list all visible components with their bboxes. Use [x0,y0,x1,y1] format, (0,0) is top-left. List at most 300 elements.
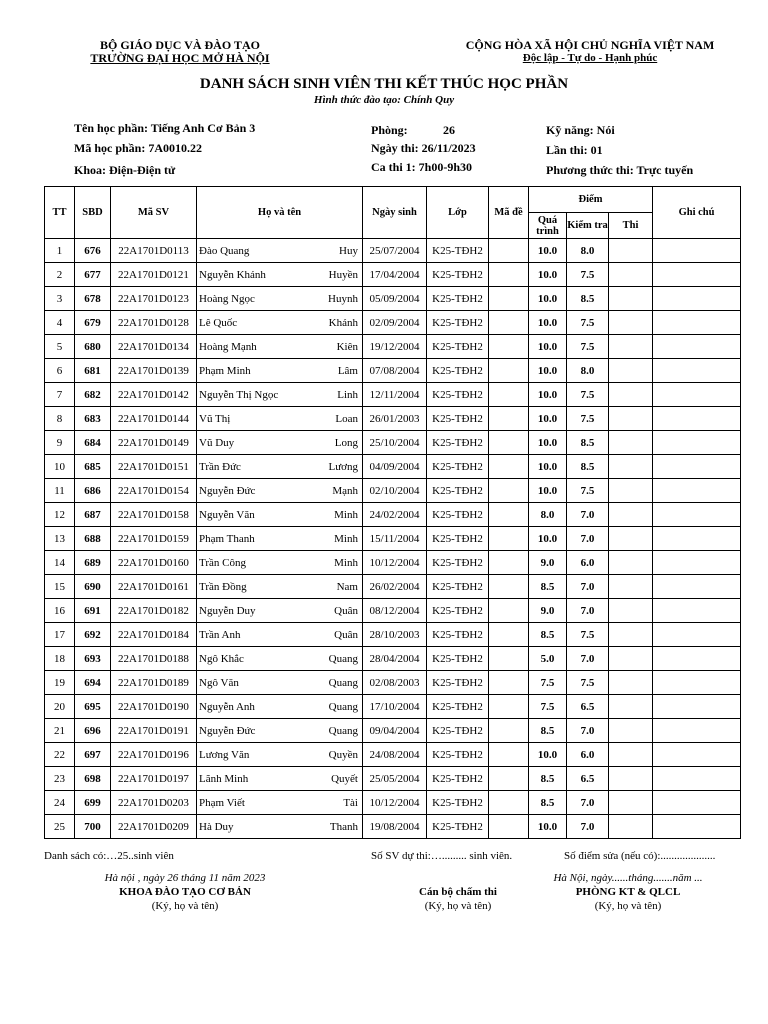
row-class: K25-TĐH2 [427,383,489,407]
row-exam-score [609,263,653,287]
student-last-name: Trần Công [199,556,246,569]
row-sbd: 690 [75,575,111,599]
row-process-score: 10.0 [529,263,567,287]
student-first-name: Minh [334,556,358,569]
row-exam-code [489,359,529,383]
row-exam-code [489,599,529,623]
row-name [197,407,363,431]
row-student-id: 22A1701D0134 [111,335,197,359]
row-exam-score [609,623,653,647]
row-class: K25-TĐH2 [427,743,489,767]
attempt: Lần thi: 01 [546,143,603,157]
exam-method: Phương thức thi: Trực tuyến [546,163,694,177]
row-process-score: 10.0 [529,311,567,335]
row-process-score: 7.5 [529,695,567,719]
row-exam-score [609,551,653,575]
row-note [653,527,741,551]
row-name [197,239,363,263]
row-class: K25-TĐH2 [427,647,489,671]
row-process-score: 10.0 [529,479,567,503]
row-name [197,263,363,287]
row-student-id: 22A1701D0151 [111,455,197,479]
room-label: Phòng: [371,123,408,137]
table-row [45,335,741,359]
row-tt: 10 [45,455,75,479]
row-dob: 02/09/2004 [363,311,427,335]
row-test-score: 7.0 [567,647,609,671]
row-exam-code [489,767,529,791]
row-process-score: 8.5 [529,719,567,743]
row-exam-score [609,671,653,695]
row-sbd: 699 [75,791,111,815]
row-sbd: 695 [75,695,111,719]
row-test-score: 7.5 [567,623,609,647]
student-first-name: Linh [337,388,358,401]
row-note [653,311,741,335]
row-name [197,575,363,599]
row-exam-score [609,479,653,503]
col-test: Kiểm tra [567,213,609,239]
row-sbd: 698 [75,767,111,791]
table-row [45,743,741,767]
row-name [197,815,363,839]
row-process-score: 10.0 [529,287,567,311]
signing-date-left: Hà nội , ngày 26 tháng 11 năm 2023 [104,872,266,884]
student-table [44,186,741,839]
row-test-score: 7.5 [567,311,609,335]
student-first-name: Minh [334,532,358,545]
row-name [197,719,363,743]
student-first-name: Long [334,436,358,449]
student-first-name: Quân [334,604,358,617]
row-process-score: 10.0 [529,815,567,839]
row-class: K25-TĐH2 [427,551,489,575]
row-sbd: 679 [75,311,111,335]
col-exam-code: Mã đề [489,187,529,239]
row-dob: 24/02/2004 [363,503,427,527]
table-row [45,671,741,695]
row-tt: 9 [45,431,75,455]
row-student-id: 22A1701D0160 [111,551,197,575]
row-dob: 09/04/2004 [363,719,427,743]
row-class: K25-TĐH2 [427,503,489,527]
row-note [653,263,741,287]
row-tt: 22 [45,743,75,767]
student-first-name: Minh [334,508,358,521]
row-exam-score [609,455,653,479]
row-tt: 20 [45,695,75,719]
row-test-score: 7.0 [567,575,609,599]
col-process: Quá trình [529,213,567,239]
row-exam-score [609,575,653,599]
row-test-score: 6.5 [567,695,609,719]
row-student-id: 22A1701D0197 [111,767,197,791]
row-name [197,479,363,503]
row-name [197,743,363,767]
exam-date: Ngày thi: 26/11/2023 [371,141,476,155]
row-student-id: 22A1701D0184 [111,623,197,647]
row-tt: 14 [45,551,75,575]
student-last-name: Ngô Khắc [199,652,244,665]
row-dob: 25/05/2004 [363,767,427,791]
student-first-name: Thanh [329,820,358,833]
student-first-name: Mạnh [332,484,358,497]
row-class: K25-TĐH2 [427,431,489,455]
row-exam-code [489,791,529,815]
row-exam-code [489,527,529,551]
row-note [653,551,741,575]
row-name [197,287,363,311]
student-first-name: Huyền [328,268,358,281]
row-note [653,599,741,623]
row-exam-code [489,239,529,263]
col-class: Lớp [427,187,489,239]
row-tt: 24 [45,791,75,815]
student-last-name: Lương Văn [199,748,250,761]
row-dob: 25/07/2004 [363,239,427,263]
student-first-name: Nam [336,580,358,593]
signature-grader-title: Cán bộ chấm thi [419,886,497,898]
row-test-score: 7.0 [567,503,609,527]
row-test-score: 8.0 [567,239,609,263]
row-sbd: 682 [75,383,111,407]
row-dob: 10/12/2004 [363,551,427,575]
row-test-score: 7.0 [567,527,609,551]
row-class: K25-TĐH2 [427,359,489,383]
row-student-id: 22A1701D0196 [111,743,197,767]
row-class: K25-TĐH2 [427,407,489,431]
row-student-id: 22A1701D0139 [111,359,197,383]
row-exam-code [489,719,529,743]
row-student-id: 22A1701D0113 [111,239,197,263]
row-test-score: 7.5 [567,671,609,695]
student-first-name: Quang [328,652,358,665]
row-note [653,407,741,431]
student-first-name: Quang [328,676,358,689]
table-row [45,599,741,623]
row-exam-code [489,287,529,311]
student-first-name: Quân [334,628,358,641]
row-tt: 25 [45,815,75,839]
row-process-score: 10.0 [529,743,567,767]
signature-qa-title: PHÒNG KT & QLCL [575,886,681,898]
row-sbd: 680 [75,335,111,359]
row-class: K25-TĐH2 [427,311,489,335]
student-last-name: Vũ Duy [199,436,235,449]
row-class: K25-TĐH2 [427,815,489,839]
student-last-name: Lê Quốc [199,316,238,329]
row-tt: 5 [45,335,75,359]
row-tt: 16 [45,599,75,623]
student-first-name: Quyền [328,748,358,761]
row-dob: 12/11/2004 [363,383,427,407]
row-note [653,647,741,671]
course-code: Mã học phần: 7A0010.22 [74,141,203,155]
row-name [197,695,363,719]
document-subtitle: Hình thức đào tạo: Chính Quy [313,94,455,106]
row-process-score: 9.0 [529,551,567,575]
row-exam-score [609,431,653,455]
table-row [45,815,741,839]
row-process-score: 5.0 [529,647,567,671]
row-class: K25-TĐH2 [427,239,489,263]
row-test-score: 7.5 [567,407,609,431]
row-tt: 19 [45,671,75,695]
student-last-name: Nguyễn Anh [199,700,255,713]
row-student-id: 22A1701D0209 [111,815,197,839]
row-dob: 26/02/2004 [363,575,427,599]
col-note: Ghi chú [653,187,741,239]
row-student-id: 22A1701D0144 [111,407,197,431]
student-count: Danh sách có:…25..sinh viên [44,850,174,862]
row-exam-score [609,695,653,719]
row-note [653,431,741,455]
col-name: Họ và tên [197,187,363,239]
row-name [197,503,363,527]
row-student-id: 22A1701D0161 [111,575,197,599]
row-note [653,479,741,503]
university-name: TRƯỜNG ĐẠI HỌC MỞ HÀ NỘI [90,51,270,65]
row-process-score: 10.0 [529,527,567,551]
row-test-score: 7.5 [567,383,609,407]
row-exam-code [489,815,529,839]
row-tt: 3 [45,287,75,311]
row-class: K25-TĐH2 [427,455,489,479]
row-exam-code [489,335,529,359]
row-dob: 17/04/2004 [363,263,427,287]
row-note [653,383,741,407]
row-dob: 28/04/2004 [363,647,427,671]
student-first-name: Quang [328,700,358,713]
row-note [653,791,741,815]
row-class: K25-TĐH2 [427,671,489,695]
row-sbd: 696 [75,719,111,743]
row-test-score: 8.5 [567,455,609,479]
row-tt: 12 [45,503,75,527]
row-exam-score [609,383,653,407]
row-note [653,695,741,719]
row-test-score: 8.5 [567,287,609,311]
row-dob: 15/11/2004 [363,527,427,551]
row-process-score: 10.0 [529,431,567,455]
row-tt: 4 [45,311,75,335]
row-sbd: 691 [75,599,111,623]
row-sbd: 681 [75,359,111,383]
corrected-scores: Số điểm sửa (nếu có):.................... [564,850,716,862]
row-name [197,551,363,575]
row-sbd: 676 [75,239,111,263]
signature-grader-note: (Ký, họ và tên) [424,900,492,912]
row-exam-score [609,647,653,671]
row-tt: 7 [45,383,75,407]
table-row [45,311,741,335]
row-name [197,767,363,791]
row-class: K25-TĐH2 [427,695,489,719]
attended-count: Số SV dự thi:…......... sinh viên. [371,850,513,862]
student-last-name: Trần Đồng [199,580,247,593]
row-student-id: 22A1701D0149 [111,431,197,455]
course-name: Tên học phần: Tiếng Anh Cơ Bản 3 [74,121,256,135]
row-dob: 05/09/2004 [363,287,427,311]
student-last-name: Nguyễn Khánh [199,268,266,281]
row-student-id: 22A1701D0121 [111,263,197,287]
row-tt: 11 [45,479,75,503]
row-exam-score [609,815,653,839]
row-tt: 2 [45,263,75,287]
row-class: K25-TĐH2 [427,623,489,647]
signature-qa-note: (Ký, họ và tên) [594,900,662,912]
row-exam-code [489,263,529,287]
row-name [197,311,363,335]
student-first-name: Lâm [337,364,358,377]
table-row [45,647,741,671]
row-exam-code [489,311,529,335]
col-sbd: SBD [75,187,111,239]
row-class: K25-TĐH2 [427,767,489,791]
row-exam-code [489,479,529,503]
table-row [45,455,741,479]
row-exam-score [609,239,653,263]
row-exam-code [489,671,529,695]
table-row [45,431,741,455]
row-sbd: 689 [75,551,111,575]
row-tt: 18 [45,647,75,671]
row-test-score: 7.5 [567,263,609,287]
row-test-score: 7.0 [567,599,609,623]
student-last-name: Lãnh Minh [199,772,249,785]
row-exam-code [489,407,529,431]
col-student-id: Mã SV [111,187,197,239]
table-row [45,527,741,551]
student-last-name: Nguyễn Văn [199,508,255,521]
student-last-name: Hà Duy [199,820,234,833]
row-exam-score [609,743,653,767]
row-note [653,719,741,743]
row-class: K25-TĐH2 [427,335,489,359]
row-class: K25-TĐH2 [427,527,489,551]
row-dob: 19/12/2004 [363,335,427,359]
row-exam-score [609,599,653,623]
row-class: K25-TĐH2 [427,575,489,599]
table-row [45,623,741,647]
row-dob: 28/10/2003 [363,623,427,647]
student-last-name: Trần Anh [199,628,241,641]
row-student-id: 22A1701D0191 [111,719,197,743]
row-tt: 1 [45,239,75,263]
row-class: K25-TĐH2 [427,719,489,743]
row-name [197,431,363,455]
row-note [653,623,741,647]
row-test-score: 7.0 [567,791,609,815]
row-exam-code [489,647,529,671]
col-score: Điểm [529,187,653,213]
row-note [653,335,741,359]
row-class: K25-TĐH2 [427,791,489,815]
row-exam-code [489,575,529,599]
row-test-score: 7.5 [567,335,609,359]
table-row [45,263,741,287]
row-class: K25-TĐH2 [427,287,489,311]
student-first-name: Loan [335,412,358,425]
student-last-name: Nguyễn Thị Ngọc [199,388,279,401]
row-exam-score [609,791,653,815]
row-name [197,335,363,359]
row-class: K25-TĐH2 [427,479,489,503]
table-row [45,767,741,791]
row-student-id: 22A1701D0154 [111,479,197,503]
faculty: Khoa: Điện-Điện tử [74,163,176,177]
student-first-name: Quyết [331,772,358,785]
student-last-name: Hoàng Mạnh [199,340,257,353]
row-name [197,671,363,695]
row-sbd: 687 [75,503,111,527]
row-student-id: 22A1701D0188 [111,647,197,671]
row-exam-score [609,287,653,311]
table-row [45,407,741,431]
row-name [197,599,363,623]
row-process-score: 10.0 [529,335,567,359]
row-exam-code [489,383,529,407]
row-name [197,527,363,551]
motto: Độc lập - Tự do - Hạnh phúc [522,52,658,64]
row-note [653,455,741,479]
table-row [45,551,741,575]
row-sbd: 686 [75,479,111,503]
row-student-id: 22A1701D0142 [111,383,197,407]
student-last-name: Phạm Minh [199,364,251,377]
row-test-score: 8.5 [567,431,609,455]
row-sbd: 700 [75,815,111,839]
row-test-score: 6.0 [567,743,609,767]
republic-name: CỘNG HÒA XÃ HỘI CHỦ NGHĨA VIỆT NAM [465,38,715,52]
row-class: K25-TĐH2 [427,263,489,287]
row-tt: 21 [45,719,75,743]
skill: Kỹ năng: Nói [546,123,615,137]
row-sbd: 693 [75,647,111,671]
table-row [45,503,741,527]
row-tt: 15 [45,575,75,599]
student-first-name: Quang [328,724,358,737]
table-row [45,695,741,719]
row-dob: 02/08/2003 [363,671,427,695]
row-sbd: 697 [75,743,111,767]
row-tt: 13 [45,527,75,551]
student-first-name: Khánh [328,316,358,329]
row-student-id: 22A1701D0158 [111,503,197,527]
row-process-score: 7.5 [529,671,567,695]
row-note [653,287,741,311]
row-process-score: 10.0 [529,407,567,431]
row-exam-score [609,359,653,383]
row-test-score: 6.0 [567,551,609,575]
table-row [45,719,741,743]
row-process-score: 9.0 [529,599,567,623]
row-process-score: 8.5 [529,767,567,791]
row-note [653,503,741,527]
room-number: 26 [443,123,455,137]
row-sbd: 694 [75,671,111,695]
row-note [653,767,741,791]
col-exam: Thi [609,213,653,239]
row-process-score: 10.0 [529,455,567,479]
row-test-score: 7.0 [567,719,609,743]
row-note [653,239,741,263]
row-test-score: 8.0 [567,359,609,383]
row-exam-score [609,335,653,359]
table-row [45,287,741,311]
row-sbd: 685 [75,455,111,479]
student-last-name: Phạm Viết [199,796,245,809]
